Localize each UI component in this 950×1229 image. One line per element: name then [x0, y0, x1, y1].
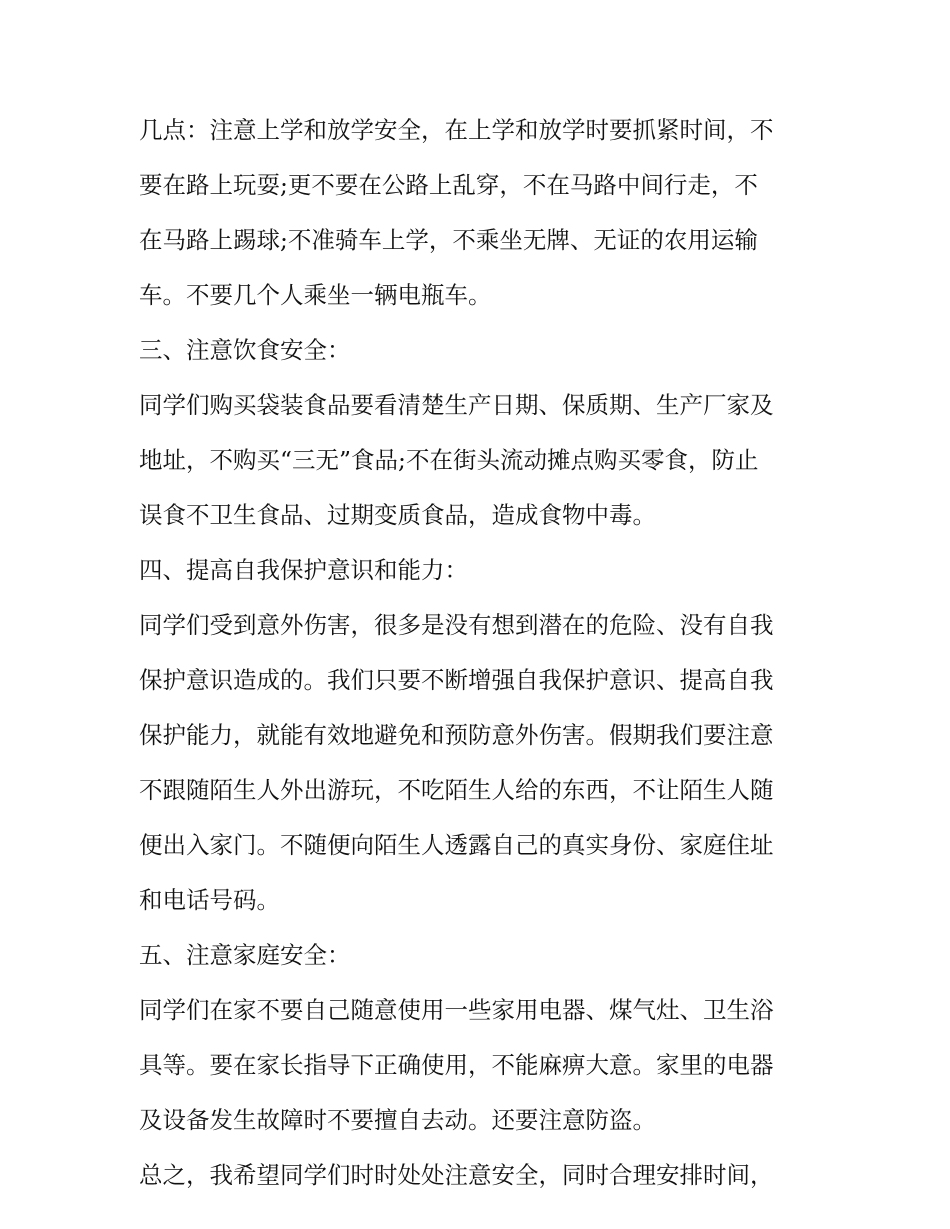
- text-line: 具等。要在家长指导下正确使用，不能麻痹大意。家里的电器: [139, 1051, 774, 1079]
- text-line: 保护能力，就能有效地避免和预防意外伤害。假期我们要注意: [139, 721, 774, 749]
- text-line: 总之，我希望同学们时时处处注意安全，同时合理安排时间，: [139, 1161, 774, 1189]
- text-line: 不跟随陌生人外出游玩，不吃陌生人给的东西，不让陌生人随: [139, 776, 774, 804]
- text-line: 地址，不购买“三无”食品;不在街头流动摊点购买零食，防止: [139, 446, 759, 474]
- text-line: 几点：注意上学和放学安全，在上学和放学时要抓紧时间，不: [139, 116, 774, 144]
- section-heading: 四、提高自我保护意识和能力：: [139, 556, 468, 584]
- text-line: 同学们购买袋装食品要看清楚生产日期、保质期、生产厂家及: [139, 391, 774, 419]
- document-body: [139, 103, 819, 1203]
- text-line: 便出入家门。不随便向陌生人透露自己的真实身份、家庭住址: [139, 831, 774, 859]
- text-line: 误食不卫生食品、过期变质食品，造成食物中毒。: [139, 501, 656, 529]
- text-line: 同学们受到意外伤害，很多是没有想到潜在的危险、没有自我: [139, 611, 774, 639]
- text-line: 同学们在家不要自己随意使用一些家用电器、煤气灶、卫生浴: [139, 996, 774, 1024]
- text-line: 和电话号码。: [139, 886, 280, 914]
- text-line: 在马路上踢球;不准骑车上学，不乘坐无牌、无证的农用运输: [139, 226, 758, 254]
- text-line: 要在路上玩耍;更不要在公路上乱穿，不在马路中间行走，不: [139, 171, 758, 199]
- text-line: 车。不要几个人乘坐一辆电瓶车。: [139, 281, 492, 309]
- text-line: 保护意识造成的。我们只要不断增强自我保护意识、提高自我: [139, 666, 774, 694]
- section-heading: 五、注意家庭安全：: [139, 941, 351, 969]
- text-line: 及设备发生故障时不要擅自去动。还要注意防盗。: [139, 1106, 656, 1134]
- section-heading: 三、注意饮食安全：: [139, 336, 351, 364]
